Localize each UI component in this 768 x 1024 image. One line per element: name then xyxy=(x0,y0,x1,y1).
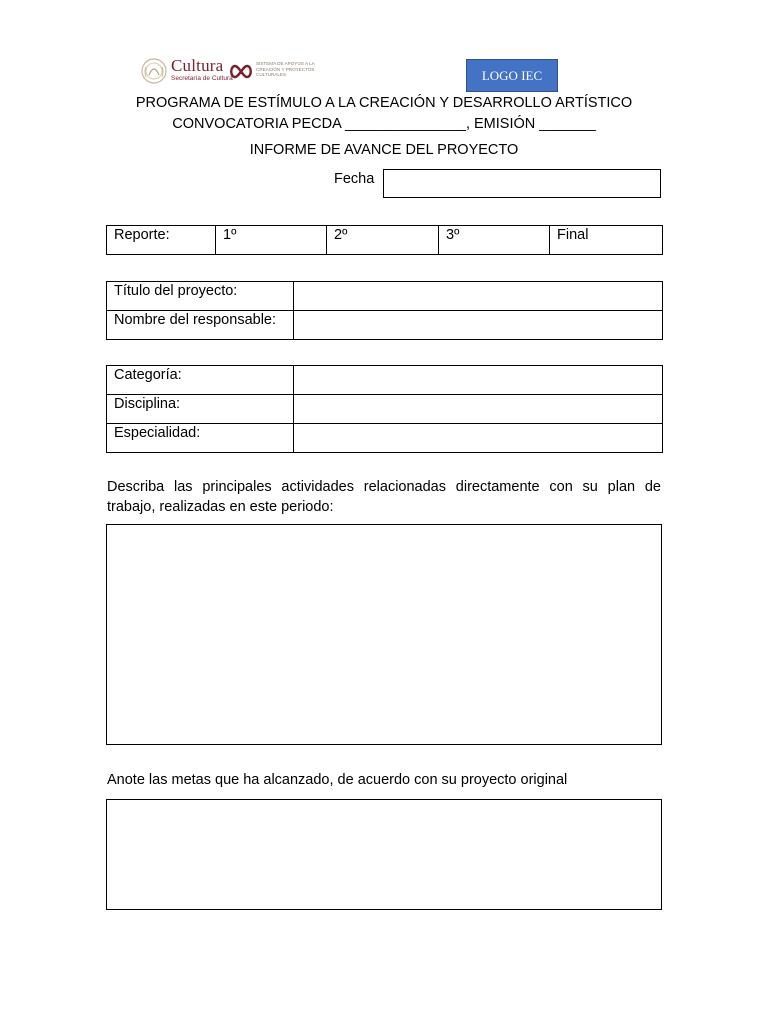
fecha-label: Fecha xyxy=(334,171,375,187)
reporte-table xyxy=(106,225,663,255)
disciplina-label: Disciplina: xyxy=(107,395,294,424)
reporte-option-3[interactable]: 3º xyxy=(439,226,550,255)
table-row xyxy=(107,366,663,395)
convocatoria-line: CONVOCATORIA PECDA _______________, EMISIÓN _______ xyxy=(172,116,596,132)
cultura-logo-wordmark: Cultura xyxy=(171,56,224,75)
metas-prompt: Anote las metas que ha alcanzado, de acuerdo con su proyecto original xyxy=(107,772,568,788)
table-row xyxy=(107,395,663,424)
categoria-field[interactable] xyxy=(294,366,663,395)
cultura-logo-subtitle: Secretaría de Cultura xyxy=(171,75,233,82)
informe-title: INFORME DE AVANCE DEL PROYECTO xyxy=(249,142,519,158)
logo-iec-placeholder: LOGO IEC xyxy=(466,59,558,92)
table-row xyxy=(107,226,663,255)
titulo-proyecto-label: Título del proyecto: xyxy=(107,282,294,311)
reporte-option-final[interactable]: Final xyxy=(550,226,663,255)
categoria-label: Categoría: xyxy=(107,366,294,395)
clasificacion-table xyxy=(106,365,663,453)
nombre-responsable-label: Nombre del responsable: xyxy=(107,311,294,340)
sistema-apoyos-logo-text: SISTEMA DE APOYOS A LA CREACIÓN Y PROYECTOS CULTURALES xyxy=(256,61,315,78)
actividades-prompt: Describa las principales actividades relacionadas directamente con su plan de trabajo, realizadas en este periodo: xyxy=(107,479,661,515)
metas-textarea[interactable] xyxy=(106,799,662,910)
program-title: PROGRAMA DE ESTÍMULO A LA CREACIÓN Y DESARROLLO ARTÍSTICO xyxy=(135,95,633,111)
infinity-logo-icon xyxy=(228,63,254,80)
actividades-textarea[interactable] xyxy=(106,524,662,745)
titulo-proyecto-field[interactable] xyxy=(294,282,663,311)
reporte-option-1[interactable]: 1º xyxy=(216,226,327,255)
reporte-label: Reporte: xyxy=(107,226,216,255)
especialidad-label: Especialidad: xyxy=(107,424,294,453)
especialidad-field[interactable] xyxy=(294,424,663,453)
proyecto-table xyxy=(106,281,663,340)
table-row xyxy=(107,311,663,340)
fecha-field[interactable] xyxy=(383,169,661,198)
disciplina-field[interactable] xyxy=(294,395,663,424)
nombre-responsable-field[interactable] xyxy=(294,311,663,340)
escudo-emblem-icon xyxy=(140,55,168,87)
table-row xyxy=(107,424,663,453)
table-row xyxy=(107,282,663,311)
reporte-option-2[interactable]: 2º xyxy=(327,226,439,255)
